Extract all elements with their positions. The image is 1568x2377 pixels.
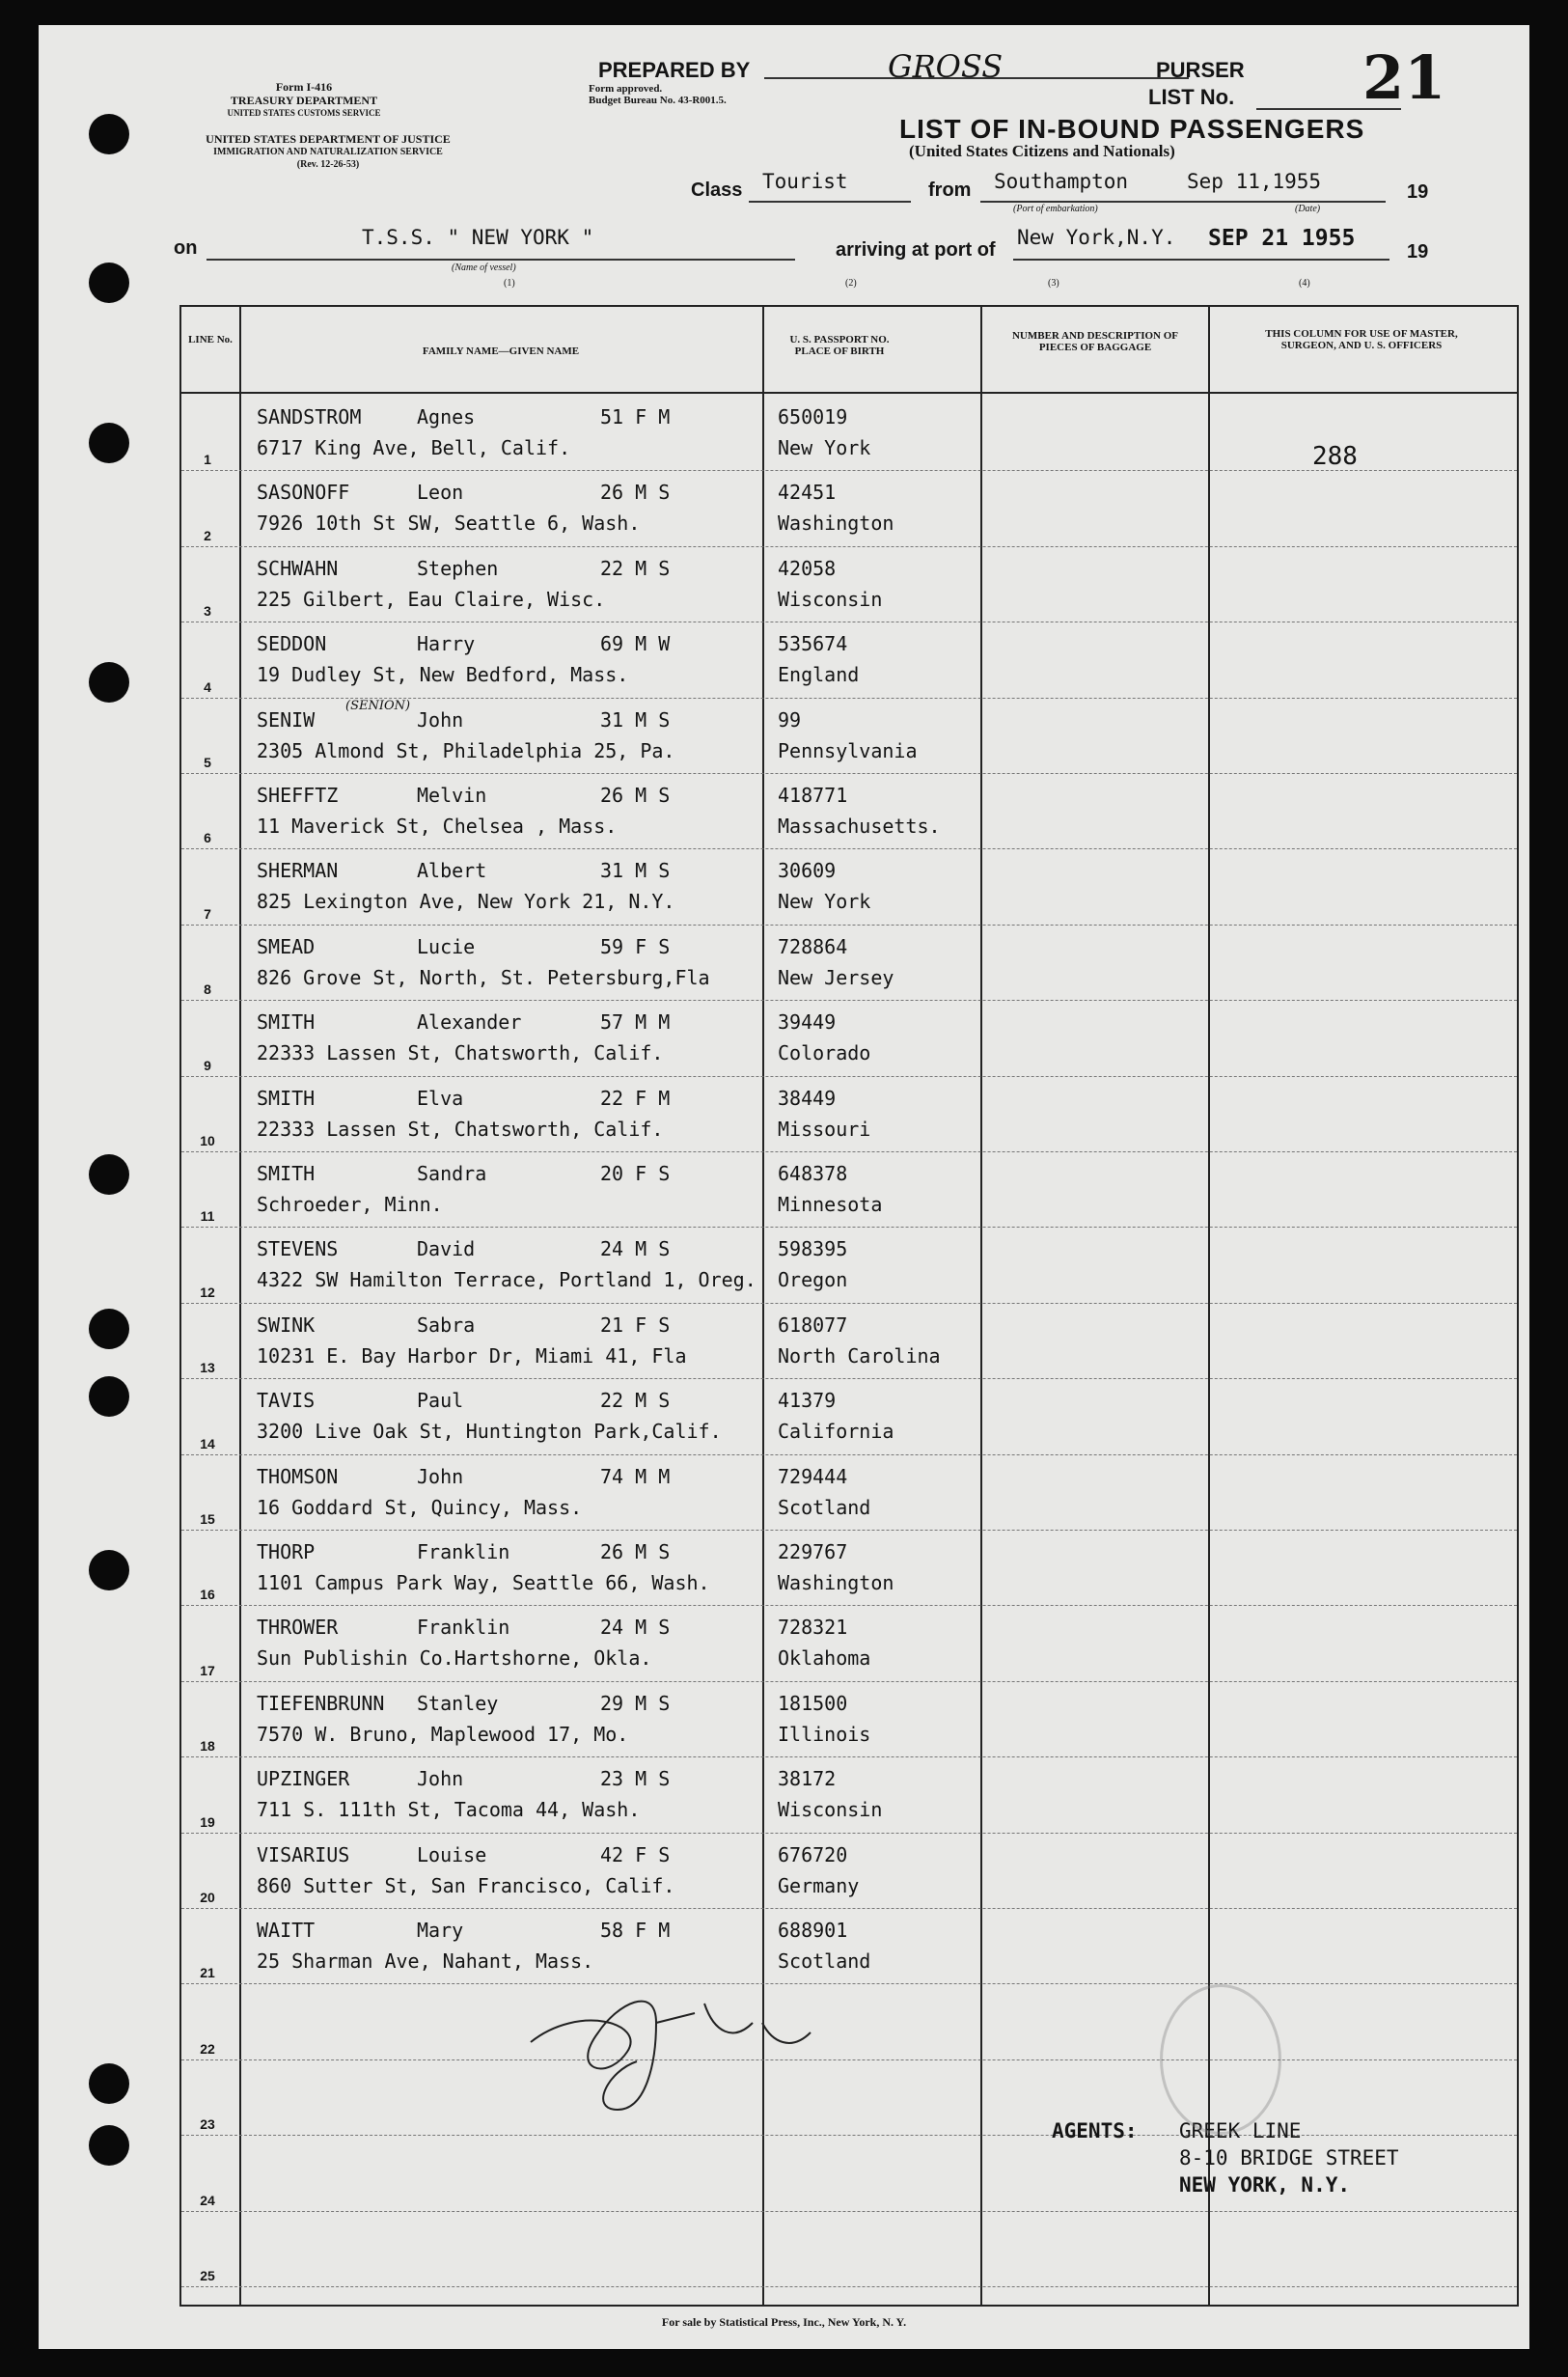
given-name: Mary bbox=[417, 1919, 464, 1942]
given-name: Franklin bbox=[417, 1616, 510, 1640]
dept-treasury: TREASURY DEPARTMENT bbox=[230, 94, 378, 107]
family-name: STEVENS bbox=[257, 1237, 339, 1261]
line-number: 7 bbox=[204, 905, 211, 922]
line-number: 10 bbox=[200, 1132, 215, 1148]
given-name: Stephen bbox=[417, 556, 499, 580]
passport-number: 728321 bbox=[778, 1616, 848, 1640]
place-of-birth: Scotland bbox=[778, 1949, 871, 1973]
manifest-subtitle: (United States Citizens and Nationals) bbox=[909, 142, 1175, 160]
passport-number: 688901 bbox=[778, 1919, 848, 1942]
place-of-birth: Wisconsin bbox=[778, 587, 883, 611]
punch-hole bbox=[89, 2125, 129, 2166]
place-of-birth: Scotland bbox=[778, 1495, 871, 1519]
age-sex-status: 24 M S bbox=[600, 1237, 671, 1261]
place-of-birth: Wisconsin bbox=[778, 1798, 883, 1822]
passport-number: 99 bbox=[778, 707, 802, 732]
arriving-label: arriving at port of bbox=[836, 239, 996, 261]
address: 825 Lexington Ave, New York 21, N.Y. bbox=[257, 890, 675, 914]
class-value: Tourist bbox=[762, 170, 848, 193]
line-number: 20 bbox=[200, 1889, 215, 1905]
punch-hole bbox=[89, 263, 129, 303]
address: 860 Sutter St, San Francisco, Calif. bbox=[257, 1873, 675, 1897]
list-number: 21 bbox=[1362, 42, 1446, 113]
punch-hole bbox=[89, 1376, 129, 1417]
passport-number: 38172 bbox=[778, 1767, 837, 1791]
address: 225 Gilbert, Eau Claire, Wisc. bbox=[257, 587, 606, 611]
line-number: 8 bbox=[204, 981, 211, 998]
place-of-birth: Oregon bbox=[778, 1268, 848, 1292]
given-name: Albert bbox=[417, 859, 487, 883]
address: 7926 10th St SW, Seattle 6, Wash. bbox=[257, 511, 641, 536]
given-name: Franklin bbox=[417, 1540, 510, 1563]
family-name: SHEFFTZ bbox=[257, 784, 339, 807]
place-of-birth: North Carolina bbox=[778, 1343, 941, 1368]
family-name: WAITT bbox=[257, 1919, 316, 1942]
family-name: SMITH bbox=[257, 1010, 316, 1035]
line-number: 5 bbox=[204, 754, 211, 770]
line-number: 6 bbox=[204, 830, 211, 846]
dept-justice: UNITED STATES DEPARTMENT OF JUSTICE bbox=[206, 132, 451, 146]
age-sex-status: 26 M S bbox=[600, 784, 671, 807]
table-row bbox=[181, 1984, 1517, 2059]
given-name: Alexander bbox=[417, 1010, 522, 1035]
punch-hole bbox=[89, 2063, 129, 2104]
agents-line2: 8-10 BRIDGE STREET bbox=[1179, 2146, 1399, 2170]
from-label: from bbox=[928, 180, 972, 201]
age-sex-status: 22 M S bbox=[600, 556, 671, 580]
table-row bbox=[181, 622, 1517, 698]
passport-number: 30609 bbox=[778, 859, 837, 883]
place-of-birth: Minnesota bbox=[778, 1193, 883, 1216]
table-row bbox=[181, 1228, 1517, 1303]
arrival-port: New York,N.Y. bbox=[1017, 226, 1176, 249]
arrival-date-stamp: SEP 21 1955 bbox=[1208, 226, 1356, 251]
form-approval: Form approved. bbox=[589, 83, 663, 95]
family-name: SWINK bbox=[257, 1313, 316, 1337]
given-name: John bbox=[417, 1464, 464, 1488]
family-name: TIEFENBRUNN bbox=[257, 1691, 385, 1715]
age-sex-status: 24 M S bbox=[600, 1616, 671, 1640]
prepared-by-label: PREPARED BY bbox=[598, 58, 751, 82]
col-header-line-no: LINE No. bbox=[188, 334, 233, 345]
family-name: THROWER bbox=[257, 1616, 339, 1640]
address: 826 Grove St, North, St. Petersburg,Fla bbox=[257, 965, 710, 989]
place-of-birth: New Jersey bbox=[778, 965, 894, 989]
line-number: 11 bbox=[200, 1208, 215, 1225]
family-name: SEDDON bbox=[257, 632, 327, 656]
given-name: Stanley bbox=[417, 1691, 499, 1715]
handwritten-note: (SENION) bbox=[345, 698, 411, 713]
agents-line1: GREEK LINE bbox=[1179, 2119, 1302, 2142]
family-name: SMITH bbox=[257, 1162, 316, 1185]
age-sex-status: 31 M S bbox=[600, 859, 671, 883]
manifest-page bbox=[39, 25, 1529, 2349]
age-sex-status: 23 M S bbox=[600, 1767, 671, 1791]
given-name: Sandra bbox=[417, 1162, 487, 1185]
line-number: 19 bbox=[200, 1813, 215, 1830]
address: 4322 SW Hamilton Terrace, Portland 1, Oreg. bbox=[257, 1268, 756, 1292]
punch-hole bbox=[89, 1550, 129, 1590]
place-of-birth: Washington bbox=[778, 1571, 894, 1594]
line-number: 9 bbox=[204, 1057, 211, 1073]
place-of-birth: England bbox=[778, 663, 860, 687]
col-header-officers: THIS COLUMN FOR USE OF MASTER, SURGEON, AND U. S. OFFICERS bbox=[1265, 328, 1458, 351]
passport-number: 676720 bbox=[778, 1842, 848, 1866]
punch-hole bbox=[89, 662, 129, 703]
address: 6717 King Ave, Bell, Calif. bbox=[257, 436, 571, 459]
on-label: on bbox=[174, 237, 198, 259]
line-number: 16 bbox=[200, 1587, 215, 1603]
place-of-birth: New York bbox=[778, 436, 871, 459]
year-suffix: 19 bbox=[1407, 181, 1429, 203]
age-sex-status: 51 F M bbox=[600, 405, 671, 428]
family-name: VISARIUS bbox=[257, 1842, 350, 1866]
family-name: SHERMAN bbox=[257, 859, 339, 883]
given-name: Paul bbox=[417, 1389, 464, 1413]
prepared-by-signature: GROSS bbox=[888, 48, 1004, 85]
budget-bureau: Budget Bureau No. 43-R001.5. bbox=[589, 95, 727, 106]
table-row bbox=[181, 1001, 1517, 1076]
class-label: Class bbox=[691, 180, 743, 201]
address: 25 Sharman Ave, Nahant, Mass. bbox=[257, 1949, 594, 1973]
officer-note: 288 bbox=[1312, 442, 1358, 471]
punch-hole bbox=[89, 114, 129, 154]
family-name: THOMSON bbox=[257, 1464, 339, 1488]
passport-number: 728864 bbox=[778, 934, 848, 958]
port-of-embarkation: Southampton bbox=[994, 170, 1129, 193]
age-sex-status: 69 M W bbox=[600, 632, 671, 656]
table-row bbox=[181, 2060, 1517, 2136]
line-number: 3 bbox=[204, 603, 211, 620]
table-row bbox=[181, 1834, 1517, 1909]
line-number: 25 bbox=[200, 2267, 215, 2283]
passport-number: 41379 bbox=[778, 1389, 837, 1413]
address: 22333 Lassen St, Chatsworth, Calif. bbox=[257, 1041, 664, 1065]
table-row bbox=[181, 396, 1517, 471]
place-of-birth: Missouri bbox=[778, 1117, 871, 1141]
line-number: 13 bbox=[200, 1360, 215, 1376]
vessel-caption: (Name of vessel) bbox=[452, 263, 516, 273]
col-num-3: (3) bbox=[1048, 278, 1059, 289]
date-caption: (Date) bbox=[1295, 204, 1321, 214]
given-name: David bbox=[417, 1237, 476, 1261]
age-sex-status: 29 M S bbox=[600, 1691, 671, 1715]
address: 1101 Campus Park Way, Seattle 66, Wash. bbox=[257, 1571, 710, 1594]
passport-number: 39449 bbox=[778, 1010, 837, 1035]
place-of-birth: California bbox=[778, 1420, 894, 1444]
punch-hole bbox=[89, 1309, 129, 1349]
family-name: SMITH bbox=[257, 1086, 316, 1110]
address: 3200 Live Oak St, Huntington Park,Calif. bbox=[257, 1420, 722, 1444]
printer-footer: For sale by Statistical Press, Inc., New York, N. Y. bbox=[661, 2315, 907, 2329]
given-name: Elva bbox=[417, 1086, 464, 1110]
address: 19 Dudley St, New Bedford, Mass. bbox=[257, 663, 629, 687]
purser-label: PURSER bbox=[1156, 58, 1245, 82]
dept-treasury-sub: UNITED STATES CUSTOMS SERVICE bbox=[227, 108, 381, 118]
age-sex-status: 26 M S bbox=[600, 481, 671, 505]
table-row bbox=[181, 699, 1517, 774]
col-num-1: (1) bbox=[504, 278, 515, 289]
address: 10231 E. Bay Harbor Dr, Miami 41, Fla bbox=[257, 1343, 687, 1368]
place-of-birth: New York bbox=[778, 890, 871, 914]
age-sex-status: 21 F S bbox=[600, 1313, 671, 1337]
family-name: TAVIS bbox=[257, 1389, 316, 1413]
age-sex-status: 57 M M bbox=[600, 1010, 671, 1035]
line-number: 12 bbox=[200, 1284, 215, 1300]
address: 711 S. 111th St, Tacoma 44, Wash. bbox=[257, 1798, 641, 1822]
agents-line3: NEW YORK, N.Y. bbox=[1179, 2173, 1351, 2197]
passport-number: 729444 bbox=[778, 1464, 848, 1488]
table-row bbox=[181, 547, 1517, 622]
age-sex-status: 58 F M bbox=[600, 1919, 671, 1942]
passport-number: 38449 bbox=[778, 1086, 837, 1110]
year-suffix-2: 19 bbox=[1407, 241, 1429, 263]
table-row bbox=[181, 849, 1517, 925]
age-sex-status: 74 M M bbox=[600, 1464, 671, 1488]
family-name: SMEAD bbox=[257, 934, 316, 958]
list-no-label: LIST No. bbox=[1148, 85, 1235, 109]
passport-number: 229767 bbox=[778, 1540, 848, 1563]
place-of-birth: Illinois bbox=[778, 1722, 871, 1746]
place-of-birth: Massachusetts. bbox=[778, 815, 941, 838]
form-number: Form I-416 bbox=[275, 80, 333, 94]
passport-number: 648378 bbox=[778, 1162, 848, 1185]
table-row bbox=[181, 1304, 1517, 1379]
age-sex-status: 20 F S bbox=[600, 1162, 671, 1185]
given-name: Agnes bbox=[417, 405, 476, 428]
given-name: Leon bbox=[417, 481, 464, 505]
age-sex-status: 59 F S bbox=[600, 934, 671, 958]
place-of-birth: Colorado bbox=[778, 1041, 871, 1065]
given-name: John bbox=[417, 1767, 464, 1791]
port-caption: (Port of embarkation) bbox=[1013, 204, 1098, 214]
col-header-name: FAMILY NAME—GIVEN NAME bbox=[422, 345, 580, 357]
col-num-2: (2) bbox=[845, 278, 857, 289]
family-name: SCHWAHN bbox=[257, 556, 339, 580]
col-header-baggage: NUMBER AND DESCRIPTION OF PIECES OF BAGGAGE bbox=[1011, 330, 1179, 353]
given-name: Lucie bbox=[417, 934, 476, 958]
col-header-passport: U. S. PASSPORT NO. PLACE OF BIRTH bbox=[789, 334, 890, 357]
table-row bbox=[181, 1682, 1517, 1757]
address: 2305 Almond St, Philadelphia 25, Pa. bbox=[257, 738, 675, 762]
line-number: 15 bbox=[200, 1510, 215, 1527]
table-row bbox=[181, 1455, 1517, 1531]
given-name: John bbox=[417, 707, 464, 732]
faint-stamp bbox=[1160, 1984, 1281, 2135]
table-row bbox=[181, 1531, 1517, 1606]
address: 22333 Lassen St, Chatsworth, Calif. bbox=[257, 1117, 664, 1141]
address: Sun Publishin Co.Hartshorne, Okla. bbox=[257, 1646, 652, 1671]
family-name: UPZINGER bbox=[257, 1767, 350, 1791]
passport-number: 181500 bbox=[778, 1691, 848, 1715]
dept-justice-sub: IMMIGRATION AND NATURALIZATION SERVICE bbox=[213, 147, 443, 157]
age-sex-status: 26 M S bbox=[600, 1540, 671, 1563]
line-number: 17 bbox=[200, 1662, 215, 1678]
address: Schroeder, Minn. bbox=[257, 1193, 443, 1216]
form-revision: (Rev. 12-26-53) bbox=[296, 159, 360, 170]
passport-number: 650019 bbox=[778, 405, 848, 428]
address: 11 Maverick St, Chelsea , Mass. bbox=[257, 815, 618, 838]
age-sex-status: 42 F S bbox=[600, 1842, 671, 1866]
table-row bbox=[181, 1077, 1517, 1152]
given-name: Melvin bbox=[417, 784, 487, 807]
given-name: Harry bbox=[417, 632, 476, 656]
line-number: 1 bbox=[204, 452, 211, 468]
table-row bbox=[181, 1909, 1517, 1984]
address: 16 Goddard St, Quincy, Mass. bbox=[257, 1495, 583, 1519]
passport-number: 598395 bbox=[778, 1237, 848, 1261]
family-name: SANDSTROM bbox=[257, 405, 362, 428]
line-number: 23 bbox=[200, 2116, 215, 2133]
passport-number: 618077 bbox=[778, 1313, 848, 1337]
manifest-title: LIST OF IN-BOUND PASSENGERS bbox=[899, 114, 1365, 144]
table-row bbox=[181, 2212, 1517, 2287]
family-name: SASONOFF bbox=[257, 481, 350, 505]
place-of-birth: Germany bbox=[778, 1873, 860, 1897]
table-row bbox=[181, 1606, 1517, 1681]
place-of-birth: Oklahoma bbox=[778, 1646, 871, 1671]
line-number: 18 bbox=[200, 1738, 215, 1755]
line-number: 14 bbox=[200, 1435, 215, 1451]
age-sex-status: 22 F M bbox=[600, 1086, 671, 1110]
vessel-name: T.S.S. " NEW YORK " bbox=[362, 226, 594, 249]
family-name: SENIW bbox=[257, 707, 316, 732]
table-row bbox=[181, 1379, 1517, 1454]
age-sex-status: 22 M S bbox=[600, 1389, 671, 1413]
passport-number: 42451 bbox=[778, 481, 837, 505]
place-of-birth: Washington bbox=[778, 511, 894, 536]
line-number: 4 bbox=[204, 678, 211, 695]
passport-number: 418771 bbox=[778, 784, 848, 807]
passport-number: 42058 bbox=[778, 556, 837, 580]
punch-hole bbox=[89, 1154, 129, 1195]
table-row bbox=[181, 471, 1517, 546]
line-number: 21 bbox=[200, 1965, 215, 1981]
passport-number: 535674 bbox=[778, 632, 848, 656]
place-of-birth: Pennsylvania bbox=[778, 738, 918, 762]
table-row bbox=[181, 1757, 1517, 1833]
line-number: 22 bbox=[200, 2040, 215, 2057]
age-sex-status: 31 M S bbox=[600, 707, 671, 732]
agents-label: AGENTS: bbox=[1052, 2119, 1138, 2142]
passenger-table bbox=[179, 305, 1519, 2307]
table-row bbox=[181, 1152, 1517, 1228]
col-num-4: (4) bbox=[1299, 278, 1310, 289]
punch-hole bbox=[89, 423, 129, 463]
line-number: 2 bbox=[204, 527, 211, 543]
given-name: Louise bbox=[417, 1842, 487, 1866]
table-row bbox=[181, 774, 1517, 849]
table-row bbox=[181, 926, 1517, 1001]
embark-date: Sep 11,1955 bbox=[1187, 170, 1322, 193]
given-name: Sabra bbox=[417, 1313, 476, 1337]
line-number: 24 bbox=[200, 2192, 215, 2208]
family-name: THORP bbox=[257, 1540, 316, 1563]
address: 7570 W. Bruno, Maplewood 17, Mo. bbox=[257, 1722, 629, 1746]
